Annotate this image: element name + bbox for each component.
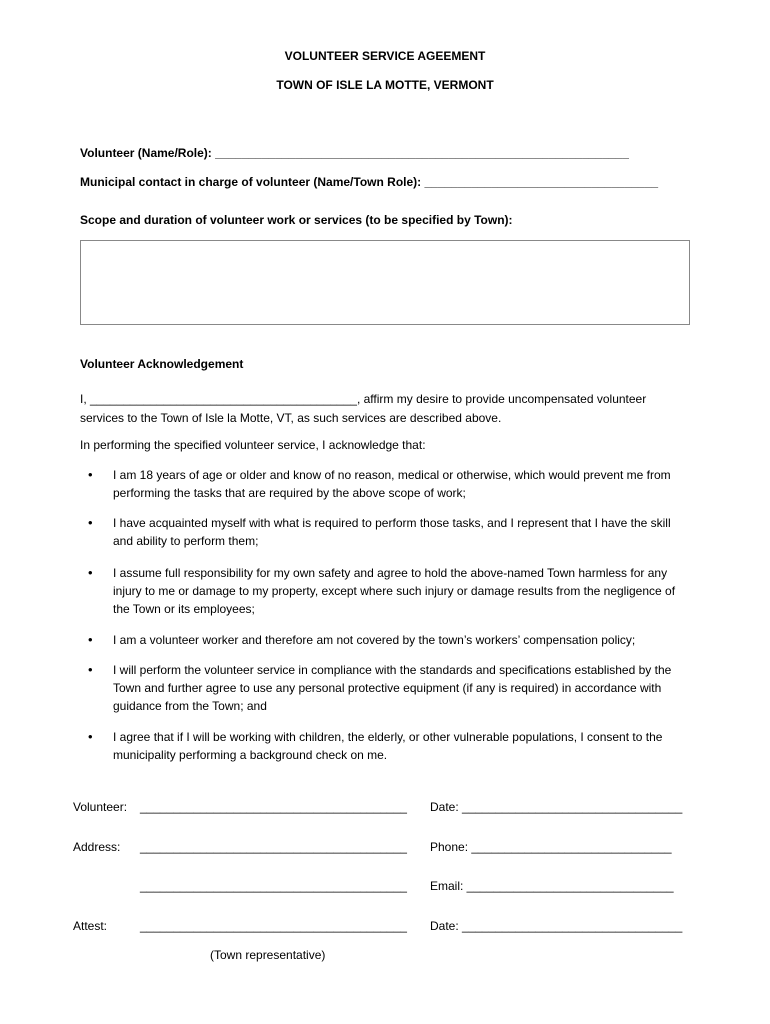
town-representative-caption: (Town representative) (210, 948, 326, 962)
attest-signature-line[interactable]: ________________________________________ (140, 919, 407, 933)
list-item: • I agree that if I will be working with children, the elderly, or other vulnerable populations, I consent to the municipality performing a background check on me. (85, 728, 690, 764)
scope-label: Scope and duration of volunteer work or services (to be specified by Town): (80, 213, 513, 227)
list-item: • I am 18 years of age or older and know of no reason, medical or otherwise, which would prevent me from performing the tasks that are required by the above scope of work; (85, 466, 690, 502)
list-item: • I will perform the volunteer service in compliance with the standards and specifications established by the Town and further agree to use any personal protective equipment (if any is required) in accordance with guidance from the Town; and (85, 661, 690, 715)
address-label: Address: (73, 840, 121, 854)
document-title: VOLUNTEER SERVICE AGEEMENT (284, 49, 486, 63)
acknowledgement-list (85, 466, 690, 764)
volunteer-signature-line[interactable]: ________________________________________ (140, 800, 407, 814)
phone-field[interactable]: Phone: ______________________________ (430, 840, 672, 854)
acknowledgement-intro-line-1[interactable]: I, ________________________________________, affirm my desire to provide uncompensated volunteer (80, 392, 647, 406)
acknowledgement-intro-line-2: services to the Town of Isle la Motte, VT, as such services are described above. (80, 411, 502, 425)
acknowledgement-heading: Volunteer Acknowledgement (80, 357, 244, 371)
address-line-1[interactable]: ________________________________________ (140, 840, 407, 854)
email-field[interactable]: Email: _______________________________ (430, 879, 674, 893)
list-item: • I have acquainted myself with what is required to perform those tasks, and I represent that I have the skill and ability to perform them; (85, 514, 690, 550)
scope-text-box[interactable] (80, 240, 690, 325)
volunteer-signature-label: Volunteer: (73, 800, 128, 814)
volunteer-name-role-field[interactable]: Volunteer (Name/Role): ______________________________________________________________ (80, 146, 629, 160)
attest-label: Attest: (73, 919, 108, 933)
list-item: • I assume full responsibility for my own safety and agree to hold the above-named Town harmless for any injury to me or damage to my property, except where such injury or damage results from the negligence of the Town or its employees; (85, 564, 690, 618)
document-subtitle: TOWN OF ISLE LA MOTTE, VERMONT (276, 78, 494, 92)
volunteer-date-field[interactable]: Date: _________________________________ (430, 800, 683, 814)
municipal-contact-field[interactable]: Municipal contact in charge of volunteer (Name/Town Role): ___________________________________ (80, 175, 659, 189)
list-item: • I am a volunteer worker and therefore am not covered by the town’s workers’ compensation policy; (85, 631, 690, 649)
attest-date-field[interactable]: Date: _________________________________ (430, 919, 683, 933)
acknowledgement-intro (80, 390, 695, 428)
address-line-2[interactable]: ________________________________________ (140, 879, 407, 893)
acknowledgement-lead: In performing the specified volunteer service, I acknowledge that: (80, 438, 426, 452)
